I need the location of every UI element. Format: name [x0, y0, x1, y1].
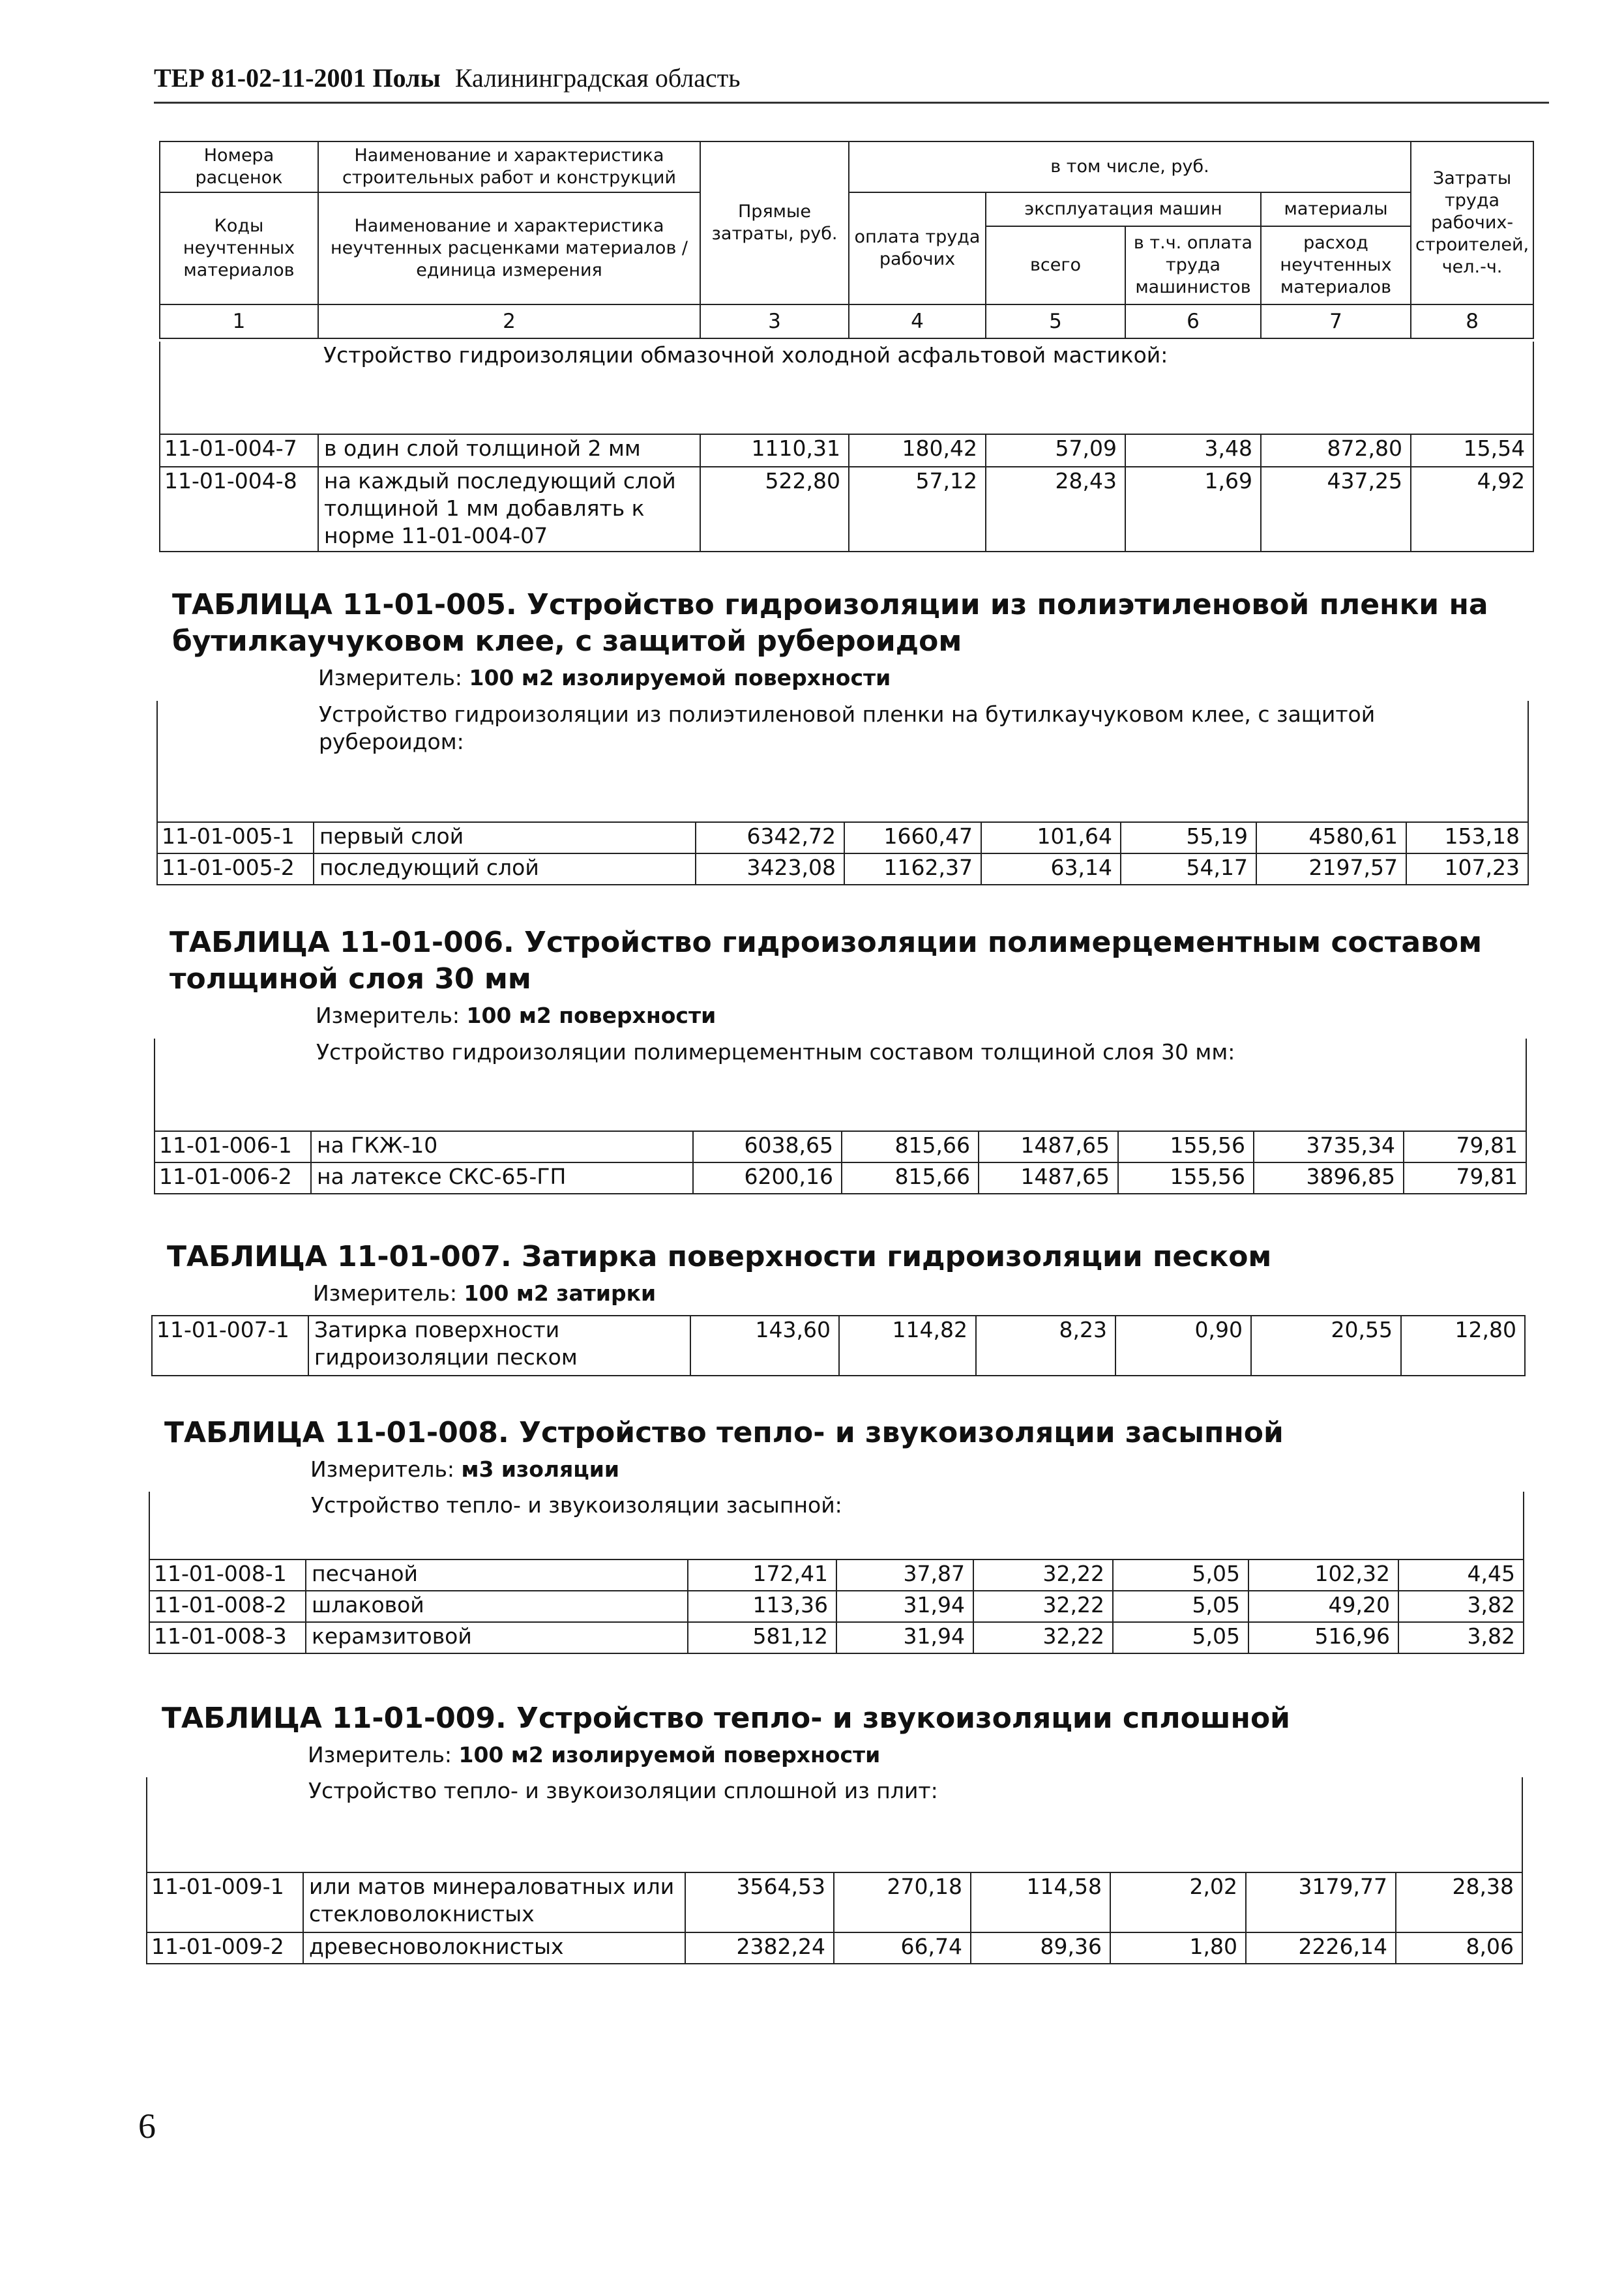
table-section-11-01-005 [172, 587, 1533, 694]
machinist-pay-value: 54,17 [1121, 853, 1256, 885]
table-row [147, 1932, 1522, 1964]
worker-pay-value: 270,18 [834, 1872, 971, 1932]
table-row [155, 1162, 1526, 1194]
rate-name: Затирка поверхности гидроизоляции песком [308, 1316, 690, 1376]
rate-code: 11-01-007-1 [152, 1316, 308, 1376]
rate-name: на каждый последующий слой толщиной 1 мм добавлять к норме 11-01-004-07 [318, 467, 700, 552]
direct-costs-value: 3564,53 [685, 1872, 834, 1932]
table-11-01-009 [146, 1777, 1523, 1964]
machines-total-value: 32,22 [973, 1591, 1113, 1622]
labor-hours-value: 153,18 [1406, 822, 1528, 853]
machines-total-value: 32,22 [973, 1559, 1113, 1591]
materials-value: 2197,57 [1256, 853, 1406, 885]
worker-pay-value: 1162,37 [844, 853, 981, 885]
labor-hours-value: 4,92 [1411, 467, 1533, 552]
materials-value: 49,20 [1248, 1591, 1398, 1622]
header-materials: материалы [1261, 192, 1411, 226]
header-num-6: 6 [1125, 304, 1261, 338]
direct-costs-value: 113,36 [688, 1591, 836, 1622]
materials-value: 3735,34 [1254, 1131, 1404, 1162]
machinist-pay-value: 55,19 [1121, 822, 1256, 853]
machines-total-value: 1487,65 [979, 1162, 1118, 1194]
direct-costs-value: 143,60 [690, 1316, 839, 1376]
table-meter: Измеритель: м3 изоляции [310, 1456, 619, 1482]
header-direct-costs: Прямые затраты, руб. [700, 141, 849, 304]
table-title: ТАБЛИЦА 11-01-007. Затирка поверхности гидроизоляции песком [167, 1240, 1272, 1273]
header-num-2: 2 [318, 304, 700, 338]
table-row [160, 467, 1533, 552]
machinist-pay-value: 155,56 [1118, 1162, 1254, 1194]
labor-hours-value: 8,06 [1396, 1932, 1522, 1964]
rate-name: или матов минераловатных или стекловолокнистых [303, 1872, 685, 1932]
materials-value: 102,32 [1248, 1559, 1398, 1591]
table-row [147, 1872, 1522, 1932]
labor-hours-value: 15,54 [1411, 434, 1533, 467]
header-num-3: 3 [700, 304, 849, 338]
machinist-pay-value: 5,05 [1113, 1591, 1248, 1622]
direct-costs-value: 6200,16 [693, 1162, 842, 1194]
direct-costs-value: 6038,65 [693, 1131, 842, 1162]
header-num-8: 8 [1411, 304, 1533, 338]
header-material-codes: Коды неучтенных материалов [160, 192, 318, 304]
machines-total-value: 114,58 [971, 1872, 1110, 1932]
table-title: ТАБЛИЦА 11-01-008. Устройство тепло- и звукоизоляции засыпной [164, 1416, 1284, 1449]
direct-costs-value: 522,80 [700, 467, 849, 552]
worker-pay-value: 180,42 [849, 434, 986, 467]
rate-name: шлаковой [306, 1591, 688, 1622]
table-intro: Устройство гидроизоляции полимерцементным составом толщиной слоя 30 мм: [311, 1039, 1526, 1131]
worker-pay-value: 1660,47 [844, 822, 981, 853]
header-num-5: 5 [986, 304, 1125, 338]
labor-hours-value: 28,38 [1396, 1872, 1522, 1932]
direct-costs-value: 3423,08 [696, 853, 844, 885]
rate-code: 11-01-006-1 [155, 1131, 311, 1162]
materials-value: 516,96 [1248, 1622, 1398, 1653]
labor-hours-value: 79,81 [1404, 1162, 1526, 1194]
machinist-pay-value: 5,05 [1113, 1559, 1248, 1591]
document-header [154, 63, 1549, 104]
labor-hours-value: 3,82 [1398, 1591, 1524, 1622]
worker-pay-value: 815,66 [842, 1131, 979, 1162]
table-section-11-01-006 [170, 924, 1528, 1032]
machines-total-value: 32,22 [973, 1622, 1113, 1653]
labor-hours-value: 107,23 [1406, 853, 1528, 885]
worker-pay-value: 66,74 [834, 1932, 971, 1964]
rate-code: 11-01-005-2 [157, 853, 314, 885]
materials-value: 872,80 [1261, 434, 1411, 467]
materials-value: 3896,85 [1254, 1162, 1404, 1194]
rate-name: древесноволокнистых [303, 1932, 685, 1964]
table-11-01-007 [151, 1315, 1526, 1376]
table-row [155, 1131, 1526, 1162]
table-row [157, 853, 1528, 885]
machines-total-value: 63,14 [981, 853, 1121, 885]
worker-pay-value: 815,66 [842, 1162, 979, 1194]
table-row [149, 1622, 1524, 1653]
labor-hours-value: 79,81 [1404, 1131, 1526, 1162]
machinist-pay-value: 1,69 [1125, 467, 1261, 552]
table-row [152, 1316, 1525, 1376]
table-11-01-008 [149, 1492, 1524, 1654]
rate-name: последующий слой [314, 853, 696, 885]
table-section-11-01-007 [167, 1239, 1526, 1310]
machines-total-value: 28,43 [986, 467, 1125, 552]
machines-total-value: 8,23 [976, 1316, 1115, 1376]
table-row [149, 1559, 1524, 1591]
header-material-name: Наименование и характеристика неучтенных расценками материалов / единица измерения [318, 192, 700, 304]
document-code: ТЕР 81-02-11-2001 Полы [154, 63, 441, 93]
table-meter: Измеритель: 100 м2 поверхности [316, 1003, 716, 1028]
rate-name: песчаной [306, 1559, 688, 1591]
header-work-name: Наименование и характеристика строительных работ и конструкций [318, 141, 700, 192]
labor-hours-value: 3,82 [1398, 1622, 1524, 1653]
labor-hours-value: 4,45 [1398, 1559, 1524, 1591]
machinist-pay-value: 155,56 [1118, 1131, 1254, 1162]
header-rate-numbers: Номера расценок [160, 141, 318, 192]
page-number: 6 [138, 2106, 156, 2146]
table-intro: Устройство тепло- и звукоизоляции сплошной из плит: [303, 1777, 1522, 1872]
rate-code: 11-01-006-2 [155, 1162, 311, 1194]
materials-value: 2226,14 [1246, 1932, 1396, 1964]
header-including: в том числе, руб. [849, 141, 1411, 192]
rate-code: 11-01-009-1 [147, 1872, 303, 1932]
rate-name: на латексе СКС-65-ГП [311, 1162, 693, 1194]
labor-hours-value: 12,80 [1401, 1316, 1525, 1376]
table-intro: Устройство гидроизоляции из полиэтиленовой пленки на бутилкаучуковом клее, с защитой рубероидом: [314, 701, 1528, 822]
table-title: ТАБЛИЦА 11-01-006. Устройство гидроизоляции полимерцементным составом толщиной слоя 30 мм [170, 926, 1483, 996]
rate-code: 11-01-008-2 [149, 1591, 306, 1622]
table-intro: Устройство гидроизоляции обмазочной холодной асфальтовой мастикой: [318, 342, 1533, 434]
worker-pay-value: 31,94 [836, 1591, 973, 1622]
header-num-7: 7 [1261, 304, 1411, 338]
rate-code: 11-01-005-1 [157, 822, 314, 853]
rate-code: 11-01-008-3 [149, 1622, 306, 1653]
header-num-4: 4 [849, 304, 986, 338]
header-num-1: 1 [160, 304, 318, 338]
direct-costs-value: 6342,72 [696, 822, 844, 853]
machines-total-value: 1487,65 [979, 1131, 1118, 1162]
table-section-11-01-009 [162, 1700, 1524, 1771]
machinist-pay-value: 2,02 [1110, 1872, 1246, 1932]
header-machines-total: всего [986, 226, 1125, 304]
table-meter: Измеритель: 100 м2 изолируемой поверхности [318, 665, 891, 690]
machines-total-value: 89,36 [971, 1932, 1110, 1964]
document-region: Калининградская область [454, 63, 741, 93]
machines-total-value: 57,09 [986, 434, 1125, 467]
direct-costs-value: 172,41 [688, 1559, 836, 1591]
table-11-01-006 [154, 1039, 1527, 1194]
direct-costs-value: 581,12 [688, 1622, 836, 1653]
materials-value: 437,25 [1261, 467, 1411, 552]
table-row [157, 822, 1528, 853]
materials-value: 20,55 [1251, 1316, 1401, 1376]
rate-name: в один слой толщиной 2 мм [318, 434, 700, 467]
worker-pay-value: 57,12 [849, 467, 986, 552]
rate-name: на ГКЖ-10 [311, 1131, 693, 1162]
header-worker-pay: оплата труда рабочих [849, 192, 986, 304]
machinist-pay-value: 1,80 [1110, 1932, 1246, 1964]
table-row [149, 1591, 1524, 1622]
machines-total-value: 101,64 [981, 822, 1121, 853]
table-meter: Измеритель: 100 м2 изолируемой поверхности [308, 1742, 881, 1767]
header-labor-hours: Затраты труда рабочих-строителей, чел.-ч. [1411, 141, 1533, 304]
column-header-table [159, 141, 1534, 339]
rate-name: первый слой [314, 822, 696, 853]
table-11-01-004 [159, 342, 1534, 552]
rate-code: 11-01-009-2 [147, 1932, 303, 1964]
table-row [160, 434, 1533, 467]
worker-pay-value: 31,94 [836, 1622, 973, 1653]
direct-costs-value: 2382,24 [685, 1932, 834, 1964]
table-intro: Устройство тепло- и звукоизоляции засыпной: [306, 1492, 1524, 1559]
header-machinist-pay: в т.ч. оплата труда машинистов [1125, 226, 1261, 304]
table-11-01-005 [156, 701, 1529, 885]
machinist-pay-value: 5,05 [1113, 1622, 1248, 1653]
materials-value: 4580,61 [1256, 822, 1406, 853]
header-machine-operation: эксплуатация машин [986, 192, 1261, 226]
machinist-pay-value: 3,48 [1125, 434, 1261, 467]
table-section-11-01-008 [164, 1415, 1524, 1486]
worker-pay-value: 114,82 [839, 1316, 976, 1376]
worker-pay-value: 37,87 [836, 1559, 973, 1591]
table-title: ТАБЛИЦА 11-01-009. Устройство тепло- и звукоизоляции сплошной [162, 1702, 1290, 1735]
rate-code: 11-01-004-7 [160, 434, 318, 467]
header-unaccounted-materials: расход неучтенных материалов [1261, 226, 1411, 304]
table-meter: Измеритель: 100 м2 затирки [313, 1280, 657, 1306]
direct-costs-value: 1110,31 [700, 434, 849, 467]
rate-name: керамзитовой [306, 1622, 688, 1653]
rate-code: 11-01-008-1 [149, 1559, 306, 1591]
table-title: ТАБЛИЦА 11-01-005. Устройство гидроизоляции из полиэтиленовой пленки на бутилкаучуковом клее, с защитой рубероидом [172, 588, 1488, 658]
materials-value: 3179,77 [1246, 1872, 1396, 1932]
machinist-pay-value: 0,90 [1115, 1316, 1251, 1376]
rate-code: 11-01-004-8 [160, 467, 318, 552]
